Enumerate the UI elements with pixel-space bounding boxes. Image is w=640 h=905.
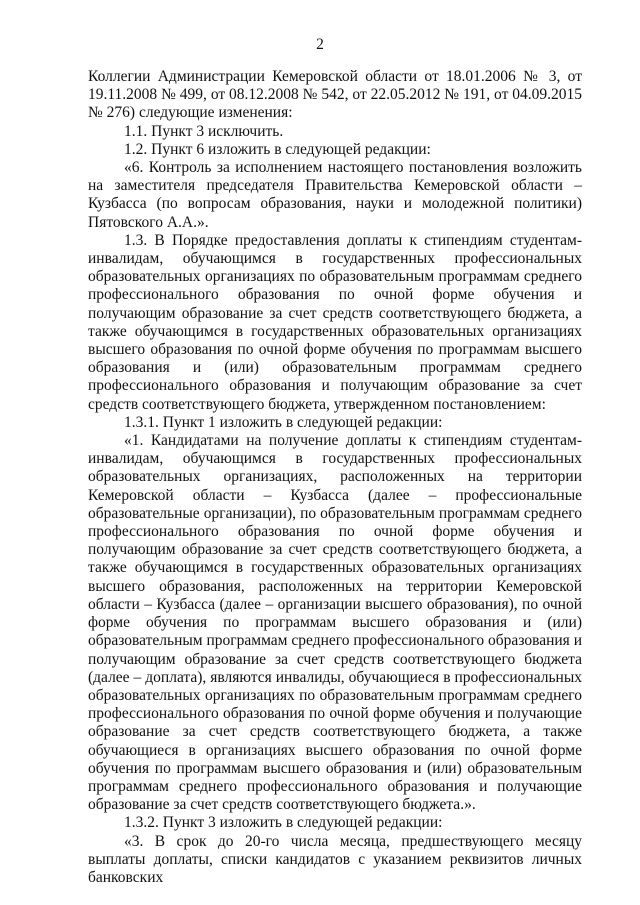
page-number: 2 [316, 36, 324, 53]
paragraph-quote-1: «1. Кандидатами на получение доплаты к стипендиям студентам-инвалидам, обучающимся в государственных профессиональных образовательных организациях, расположенных на территории Кемеровской области – Кузбасса (далее – профессиональные образовательные организации), по образовательным программам среднего профессионального образования по очной форме обучения и получающим образование за счет средств соответствующего бюджета, а также обучающимся в государственных образовательных организациях высшего образования, расположенных на территории Кемеровской области – Кузбасса (далее – организации высшего образования), по очной форме обучения по программам высшего образования и (или) образовательным программам среднего профессионального образования и получающим образование за счет средств соответствующего бюджета (далее – доплата), являются инвалиды, обучающиеся в профессиональных образовательных организациях по образовательным программам среднего профессионального образования по очной форме обучения и получающие образование за счет средств соответствующего бюджета, а также обучающиеся в организациях высшего образования по очной форме обучения по программам высшего образования и (или) образовательным программам среднего профессионального образования и получающие образование за счет средств соответствующего бюджета.». [88, 432, 582, 814]
paragraph-1-1: 1.1. Пункт 3 исключить. [124, 122, 284, 140]
paragraph-quote-6: «6. Контроль за исполнением настоящего постановления возложить на заместителя председателя Правительства Кемеровской области – Кузбасса (по вопросам образования, науки и молодежной политики) Пятовского А.А.». [88, 159, 582, 231]
document-body [88, 68, 582, 887]
paragraph-1-2: 1.2. Пункт 6 изложить в следующей редакции: [124, 140, 431, 158]
paragraph-quote-3: «3. В срок до 20-го числа месяца, предшествующего месяцу выплаты доплаты, списки кандидатов с указанием реквизитов личных банковских [88, 832, 582, 886]
paragraph-1-3-1: 1.3.1. Пункт 1 изложить в следующей редакции: [124, 413, 443, 431]
paragraph-1-3-2: 1.3.2. Пункт 3 изложить в следующей редакции: [124, 814, 443, 832]
paragraph-1-3: 1.3. В Порядке предоставления доплаты к стипендиям студентам-инвалидам, обучающимся в государственных профессиональных образовательных организациях по образовательным программам среднего профессионального образования по очной форме обучения и получающим образование за счет средств соответствующего бюджета, а также обучающимся в государственных образовательных организациях высшего образования по очной форме обучения по программам высшего образования и (или) образовательным программам среднего профессионального образования и получающим образование за счет средств соответствующего бюджета, утвержденном постановлением: [88, 231, 582, 413]
paragraph-intro: Коллегии Администрации Кемеровской области от 18.01.2006 № 3, от 19.11.2008 № 499, от 08.12.2008 № 542, от 22.05.2012 № 191, от 04.09.2015 № 276) следующие изменения: [88, 68, 582, 122]
